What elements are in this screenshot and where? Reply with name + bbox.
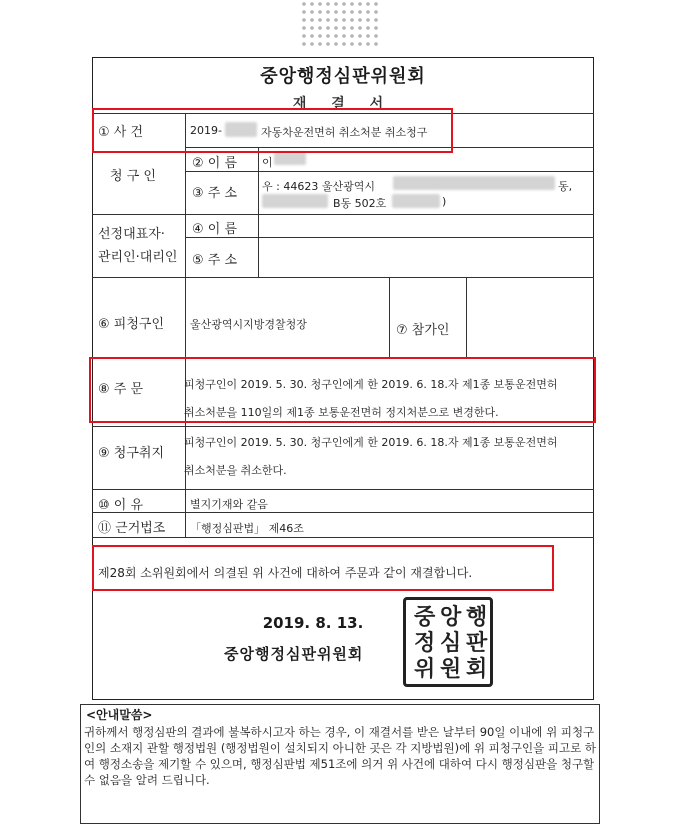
decision-date: 2019. 8. 13.: [262, 614, 364, 632]
seal-char-5: 심: [440, 631, 462, 656]
scan-dot-pattern: [300, 0, 380, 50]
order-text-line2: 취소처분을 110일의 제1종 보통운전면허 정지처분으로 변경한다.: [184, 406, 499, 419]
claimant-name-value: 이: [262, 156, 273, 169]
claim-purpose-line2: 취소처분을 취소한다.: [184, 464, 287, 477]
row-line-rep-name: [185, 237, 594, 238]
law-value: 「행정심판법」 제46조: [190, 522, 304, 535]
highlight-decision: [92, 545, 554, 591]
order-text-line1: 피청구인이 2019. 5. 30. 청구인에게 한 2019. 6. 18.자 제1종 보통운전면허: [184, 378, 558, 391]
row-line-purpose: [92, 489, 594, 490]
seal-char-6: 판: [466, 631, 488, 656]
notice-title: <안내말씀>: [86, 708, 153, 722]
redaction-address-2: [262, 194, 328, 208]
claimant-address-line1: 우 : 44623 울산광역시: [262, 180, 375, 193]
intervenor-left-line: [389, 277, 390, 357]
document-title: 중앙행정심판위원회: [260, 66, 426, 87]
claimant-address-label: ③ 주 소: [192, 186, 238, 201]
official-seal: [403, 597, 493, 687]
organization-name: 중앙행정심판위원회: [224, 645, 364, 663]
seal-char-2: 앙: [440, 605, 462, 630]
row-line-name: [185, 171, 594, 172]
row-line-order: [92, 426, 594, 427]
seal-char-9: 회: [466, 657, 488, 682]
redaction-address-1: [393, 176, 555, 190]
claimant-name-label: ② 이 름: [192, 156, 238, 171]
seal-char-1: 중: [414, 605, 436, 630]
intervenor-right-line: [466, 277, 467, 357]
reason-value: 별지기재와 같음: [190, 498, 268, 511]
order-label: ⑧ 주 문: [98, 382, 144, 397]
case-number: 2019-: [190, 124, 222, 137]
claimant-address-building: B동 502호: [333, 197, 387, 210]
highlight-order: [89, 357, 596, 423]
redaction-address-3: [392, 194, 440, 208]
representative-label-2: 관리인·대리인: [98, 250, 178, 265]
notice-text: 귀하께서 행정심판의 결과에 불복하시고자 하는 경우, 이 재결서를 받은 날부터 90일 이내에 위 피청구인의 소재지 관할 행정법원 (행정법원이 설치되지 아니한 곳은 각 지방법원)에 위 피청구인을 피고로 하여 행정소송을 제기할 수 있으며, 행정심판법 제51조에 의거 위 사건에 대하여 다시 행정심판을 청구할 수 없음을 알려 드립니다.: [84, 725, 596, 787]
claim-purpose-line1: 피청구인이 2019. 5. 30. 청구인에게 한 2019. 6. 18.자 제1종 보통운전면허: [184, 436, 558, 449]
claim-purpose-label: ⑨ 청구취지: [98, 446, 165, 461]
row-line-claimant: [92, 214, 594, 215]
representative-name-label: ④ 이 름: [192, 222, 238, 237]
respondent-value: 울산광역시지방경찰청장: [190, 318, 307, 331]
reason-label: ⑩ 이 유: [98, 498, 144, 513]
representative-label-1: 선정대표자·: [98, 227, 165, 242]
document-subtitle: 재 결 서: [292, 96, 394, 112]
decision-statement: 제28회 소위원회에서 의결된 위 사건에 대하여 주문과 같이 재결합니다.: [98, 566, 473, 580]
case-label: ① 사 건: [98, 125, 144, 140]
row-line-rep: [92, 277, 594, 278]
intervenor-label: ⑦ 참가인: [396, 323, 450, 338]
seal-char-4: 정: [414, 631, 436, 656]
law-label: ⑪ 근거법조: [98, 521, 166, 536]
highlight-case: [92, 108, 453, 153]
seal-char-7: 위: [414, 657, 436, 682]
row-line-law: [92, 537, 594, 538]
seal-char-3: 행: [466, 605, 488, 630]
claimant-address-end: ): [442, 195, 447, 208]
sublabel-column-line: [258, 147, 259, 277]
seal-char-8: 원: [440, 657, 462, 682]
redaction-claimant-name: [274, 152, 306, 165]
respondent-label: ⑥ 피청구인: [98, 317, 165, 332]
representative-address-label: ⑤ 주 소: [192, 253, 238, 268]
case-description: 자동차운전면허 취소처분 취소청구: [261, 126, 428, 139]
row-line-reason: [92, 512, 594, 513]
claimant-label: 청 구 인: [110, 169, 156, 184]
claimant-address-suffix: 동,: [558, 180, 573, 193]
